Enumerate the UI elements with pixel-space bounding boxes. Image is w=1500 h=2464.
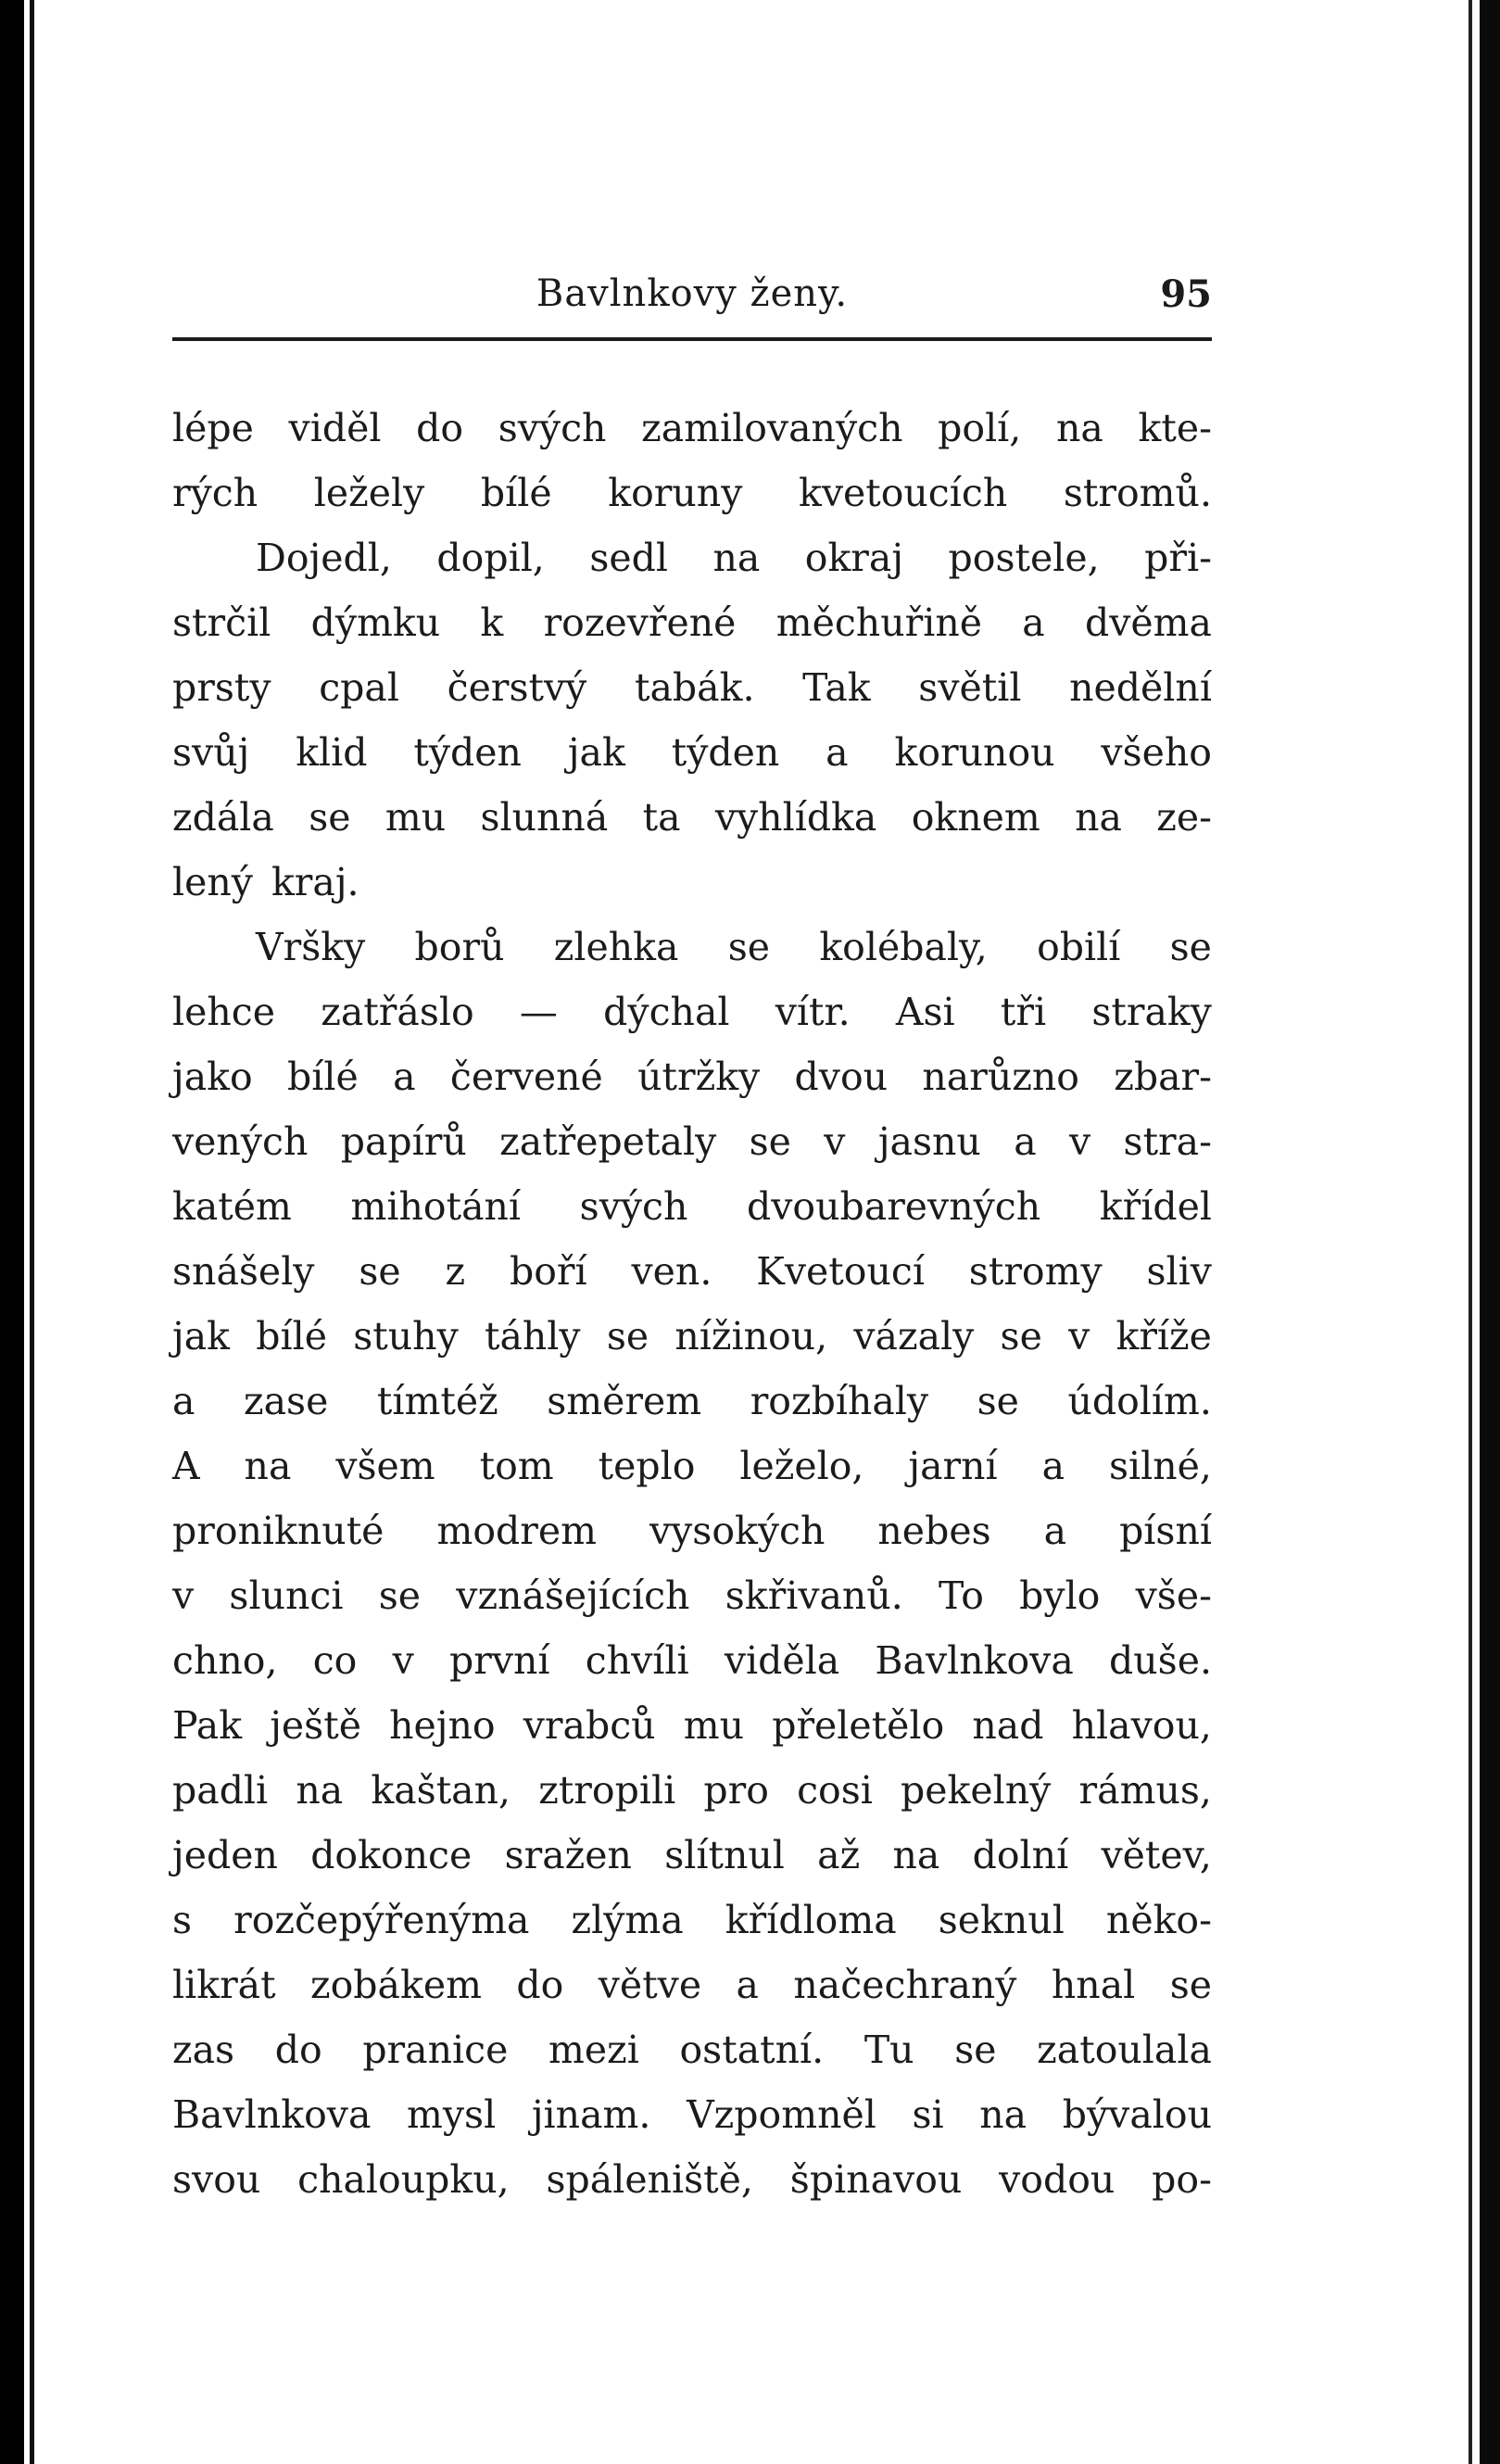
word: stuhy (353, 1314, 459, 1358)
word: svou (172, 2157, 261, 2202)
word: pranice (362, 2028, 509, 2072)
word: s (172, 1898, 193, 1942)
word: Tak (802, 665, 871, 710)
word: špinavou (789, 2157, 963, 2202)
word: ležely (313, 471, 425, 515)
word: prsty (172, 665, 271, 710)
text-line (172, 860, 1212, 925)
word: se (749, 1119, 791, 1164)
word: zlehka (553, 925, 679, 969)
word: svůj (172, 730, 250, 775)
word: padli (172, 1768, 269, 1813)
word: borů (414, 925, 505, 969)
word: tímtéž (376, 1379, 498, 1423)
word: narůzno (922, 1055, 1079, 1099)
word: Vzpomněl (687, 2092, 876, 2137)
word: tom (479, 1444, 554, 1488)
word: skřivanů. (725, 1573, 903, 1618)
word: v (1068, 1314, 1090, 1358)
word: na (296, 1768, 344, 1813)
word: do (416, 406, 464, 450)
word: Vršky (256, 925, 366, 969)
text-line (172, 1314, 1212, 1379)
word: se (378, 1573, 422, 1618)
word: z (445, 1249, 466, 1294)
word: zobákem (310, 1963, 482, 2007)
word: rozevřené (543, 600, 737, 645)
word: katém (172, 1184, 292, 1229)
text-line (172, 1379, 1212, 1444)
word: něko- (1105, 1898, 1212, 1942)
text-line (172, 665, 1212, 730)
text-line (172, 1119, 1212, 1184)
text-line (172, 2028, 1212, 2092)
header-rule (172, 337, 1212, 341)
word: sražen (504, 1833, 632, 1877)
word: v (172, 1573, 195, 1618)
word: a (826, 730, 849, 775)
body-text (172, 406, 1212, 2222)
word: a (172, 1379, 195, 1423)
word: čerstvý (447, 665, 587, 710)
word: dýchal (603, 990, 730, 1034)
word: všem (335, 1444, 435, 1488)
word: tabák. (634, 665, 755, 710)
word: vázaly (853, 1314, 975, 1358)
word: jako (172, 1055, 253, 1099)
word: slunci (229, 1573, 344, 1618)
word: koruny (608, 471, 743, 515)
word: a (1014, 1119, 1037, 1164)
word: klid (296, 730, 368, 775)
word: a (1022, 600, 1045, 645)
word: rozčepýřenýma (233, 1898, 530, 1942)
word: ze- (1156, 795, 1212, 840)
word: jak (172, 1314, 231, 1358)
text-line (172, 1249, 1212, 1314)
text-line (172, 406, 1212, 471)
word: směrem (547, 1379, 702, 1423)
word: tři (1000, 990, 1047, 1034)
word: ta (642, 795, 681, 840)
scan-edge-left (0, 0, 24, 2464)
word: mihotání (350, 1184, 522, 1229)
text-line (172, 471, 1212, 536)
text-line (172, 600, 1212, 665)
word: modrem (436, 1509, 597, 1553)
word: křídloma (725, 1898, 897, 1942)
word: bílé (287, 1055, 359, 1099)
word: obilí (1037, 925, 1121, 969)
word: se (359, 1249, 401, 1294)
word: Pak (172, 1703, 243, 1748)
word: po- (1152, 2157, 1212, 2202)
word: zas (172, 2028, 235, 2072)
word: Kvetoucí (756, 1249, 925, 1294)
word: se (1169, 925, 1212, 969)
word: duše. (1109, 1638, 1212, 1683)
word: teplo (598, 1444, 696, 1488)
word: zatoulala (1037, 2028, 1212, 2072)
word: jarní (908, 1444, 998, 1488)
text-line (172, 1638, 1212, 1703)
text-line (172, 2092, 1212, 2157)
word: kaštan, (371, 1768, 511, 1813)
word: mu (384, 795, 447, 840)
word: písní (1119, 1509, 1212, 1553)
word: jasnu (877, 1119, 981, 1164)
word: k (480, 600, 504, 645)
word: útržky (637, 1055, 761, 1099)
word: silné, (1108, 1444, 1212, 1488)
word: svých (498, 406, 607, 450)
word: Bavlnkova (875, 1638, 1074, 1683)
word: se (954, 2028, 997, 2072)
text-line (172, 1184, 1212, 1249)
word: slunná (480, 795, 609, 840)
word: chaloupku, (297, 2157, 510, 2202)
word: při- (1144, 536, 1212, 580)
word: slítnul (664, 1833, 785, 1877)
word: stromů. (1063, 471, 1212, 515)
word: kvetoucích (798, 471, 1008, 515)
word: jinam. (531, 2092, 651, 2137)
word: seknul (938, 1898, 1065, 1942)
word: rých (172, 471, 258, 515)
word: a (1043, 1509, 1067, 1553)
word: dvou (794, 1055, 889, 1099)
word: leželo, (739, 1444, 864, 1488)
word: všeho (1101, 730, 1212, 775)
word: postele, (948, 536, 1100, 580)
word: vrabců (523, 1703, 656, 1748)
word: údolím. (1067, 1379, 1212, 1423)
word: vznášejících (456, 1573, 690, 1618)
word: větve (598, 1963, 702, 2007)
scan-edge-right-inner (1468, 0, 1472, 2464)
word: vše- (1135, 1573, 1212, 1618)
word: nebes (877, 1509, 991, 1553)
scan-edge-right (1480, 0, 1500, 2464)
word: větev, (1101, 1833, 1212, 1877)
text-line (172, 536, 1212, 600)
page-number: 95 (1160, 272, 1212, 316)
text-line (172, 1509, 1212, 1573)
word: cpal (319, 665, 399, 710)
word: na (1075, 795, 1122, 840)
word: se (309, 795, 351, 840)
word: na (244, 1444, 292, 1488)
word: až (817, 1833, 861, 1877)
running-head (172, 269, 1212, 324)
word: — (519, 990, 558, 1034)
text-line (172, 1963, 1212, 2028)
text-line (172, 1768, 1212, 1833)
word: zatřepetaly (499, 1119, 717, 1164)
word: lehce (172, 990, 276, 1034)
word: na (1056, 406, 1103, 450)
text-line (172, 1573, 1212, 1638)
word: dvěma (1085, 600, 1212, 645)
word: v (1069, 1119, 1091, 1164)
word: a (393, 1055, 416, 1099)
word: načechraný (793, 1963, 1017, 2007)
word: se (977, 1379, 1019, 1423)
word: Dojedl, (256, 536, 392, 580)
word: si (912, 2092, 944, 2137)
word: hejno (389, 1703, 496, 1748)
word: zlýma (571, 1898, 684, 1942)
word: A (172, 1444, 200, 1488)
text-line (172, 2157, 1212, 2222)
word: Asi (895, 990, 955, 1034)
text-line (172, 925, 1212, 990)
word: ještě (270, 1703, 361, 1748)
word: spáleniště, (546, 2157, 753, 2202)
word: do (274, 2028, 322, 2072)
word: oknem (911, 795, 1040, 840)
word: vysokých (649, 1509, 826, 1553)
word: týden (671, 730, 780, 775)
word: na (892, 1833, 940, 1877)
word: vyhlídka (714, 795, 877, 840)
word: pekelný (901, 1768, 1052, 1813)
word: chno, (172, 1638, 278, 1683)
word: rozbíhaly (750, 1379, 929, 1423)
word: na (712, 536, 761, 580)
word: táhly (484, 1314, 581, 1358)
word: proniknuté (172, 1509, 384, 1553)
word: likrát (172, 1963, 276, 2007)
word: se (606, 1314, 649, 1358)
word: kraj. (271, 860, 359, 904)
word: a (1041, 1444, 1065, 1488)
text-line (172, 1833, 1212, 1898)
book-page (172, 269, 1212, 2202)
word: na (979, 2092, 1027, 2137)
running-title: Bavlnkovy ženy. (536, 272, 849, 315)
word: okraj (804, 536, 904, 580)
word: papírů (340, 1119, 467, 1164)
word: dvoubarevných (747, 1184, 1041, 1229)
word: vodou (999, 2157, 1116, 2202)
text-line (172, 1055, 1212, 1119)
word: cosi (797, 1768, 873, 1813)
word: do (516, 1963, 564, 2007)
word: snášely (172, 1249, 315, 1294)
word: sliv (1146, 1249, 1212, 1294)
word: svých (579, 1184, 688, 1229)
word: boří (509, 1249, 587, 1294)
word: viděla (724, 1638, 840, 1683)
word: mu (683, 1703, 745, 1748)
word: straky (1091, 990, 1212, 1034)
word: sedl (589, 536, 668, 580)
word: To (939, 1573, 984, 1618)
word: lépe (172, 406, 254, 450)
word: zatřáslo (321, 990, 474, 1034)
word: v (824, 1119, 846, 1164)
word: viděl (288, 406, 382, 450)
word: kte- (1138, 406, 1212, 450)
word: se (1000, 1314, 1042, 1358)
word: a (736, 1963, 759, 2007)
word: zamilovaných (641, 406, 903, 450)
word: bývalou (1062, 2092, 1212, 2137)
word: se (1169, 1963, 1212, 2007)
word: nad (972, 1703, 1044, 1748)
word: Tu (863, 2028, 914, 2072)
text-line (172, 990, 1212, 1055)
word: vených (172, 1119, 309, 1164)
word: mysl (407, 2092, 497, 2137)
word: červené (449, 1055, 603, 1099)
word: dokonce (310, 1833, 473, 1877)
word: hlavou, (1071, 1703, 1212, 1748)
word: chvíli (585, 1638, 689, 1683)
text-line (172, 1703, 1212, 1768)
word: polí, (938, 406, 1022, 450)
word: světil (918, 665, 1022, 710)
word: vítr. (775, 990, 851, 1034)
word: zase (243, 1379, 329, 1423)
word: rámus, (1078, 1768, 1212, 1813)
word: ztropili (538, 1768, 676, 1813)
word: bylo (1019, 1573, 1101, 1618)
text-line (172, 1898, 1212, 1963)
word: hnal (1051, 1963, 1136, 2007)
word: pro (703, 1768, 769, 1813)
word: stra- (1123, 1119, 1212, 1164)
word: nížinou, (674, 1314, 828, 1358)
word: první (448, 1638, 550, 1683)
word: v (392, 1638, 414, 1683)
word: lený (172, 860, 253, 904)
text-line (172, 730, 1212, 795)
word: zbar- (1114, 1055, 1212, 1099)
word: ostatní. (679, 2028, 825, 2072)
word: bílé (480, 471, 552, 515)
text-line (172, 1444, 1212, 1509)
word: kříže (1116, 1314, 1212, 1358)
word: zdála (172, 795, 274, 840)
word: dopil, (436, 536, 545, 580)
word: ven. (631, 1249, 712, 1294)
word: Bavlnkova (172, 2092, 372, 2137)
word: kolébaly, (819, 925, 988, 969)
word: mezi (548, 2028, 639, 2072)
word: přeletělo (772, 1703, 945, 1748)
word: měchuřině (775, 600, 982, 645)
word: jak (567, 730, 625, 775)
word: dolní (972, 1833, 1069, 1877)
word: stromy (968, 1249, 1103, 1294)
word: se (727, 925, 771, 969)
word: strčil (172, 600, 271, 645)
word: dýmku (310, 600, 441, 645)
scan-edge-left-inner (30, 0, 34, 2464)
word: jeden (172, 1833, 278, 1877)
word: bílé (256, 1314, 327, 1358)
text-line (172, 795, 1212, 860)
word: korunou (894, 730, 1055, 775)
word: co (312, 1638, 358, 1683)
word: křídel (1099, 1184, 1212, 1229)
word: nedělní (1069, 665, 1212, 710)
word: týden (413, 730, 522, 775)
